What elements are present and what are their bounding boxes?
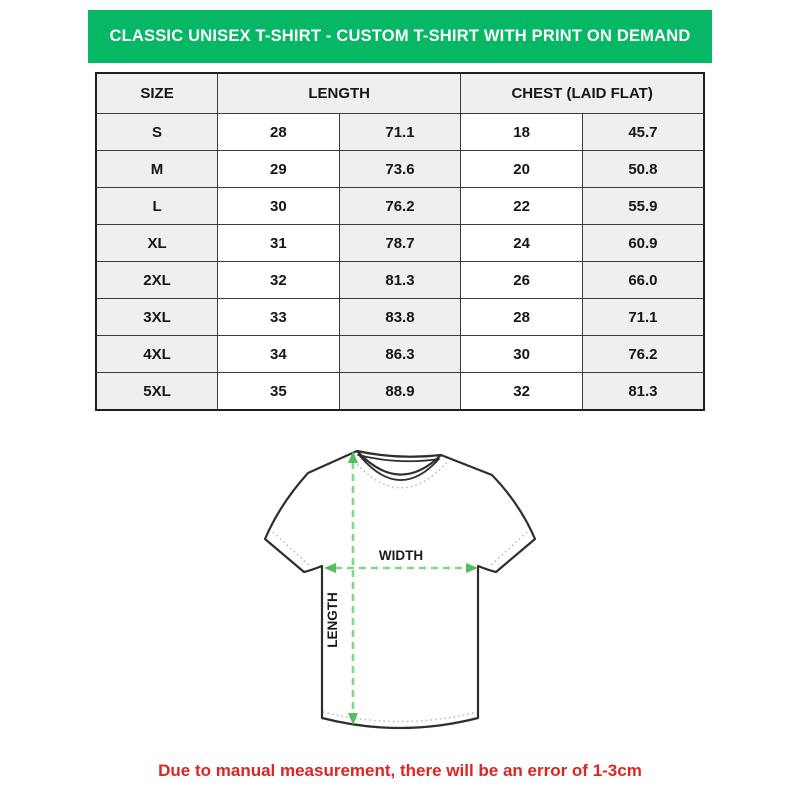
size-chart-table — [95, 72, 705, 411]
col-header-length: LENGTH — [218, 73, 461, 114]
length-cm-cell: 83.8 — [339, 299, 461, 336]
chest-cm-cell: 71.1 — [582, 299, 704, 336]
length-cm-cell: 81.3 — [339, 262, 461, 299]
length-in-cell: 32 — [218, 262, 340, 299]
table-row — [96, 188, 704, 225]
length-in-cell: 35 — [218, 373, 340, 411]
tshirt-measurement-diagram — [240, 442, 560, 752]
length-in-cell: 29 — [218, 151, 340, 188]
chest-in-cell: 32 — [461, 373, 583, 411]
chest-in-cell: 18 — [461, 114, 583, 151]
length-cm-cell: 71.1 — [339, 114, 461, 151]
table-row — [96, 299, 704, 336]
chest-cm-cell: 55.9 — [582, 188, 704, 225]
col-header-chest: CHEST (LAID FLAT) — [461, 73, 704, 114]
chest-cm-cell: 60.9 — [582, 225, 704, 262]
table-row — [96, 151, 704, 188]
table-row — [96, 114, 704, 151]
length-cm-cell: 86.3 — [339, 336, 461, 373]
measurement-disclaimer: Due to manual measurement, there will be an error of 1-3cm — [158, 761, 642, 780]
size-cell: 4XL — [96, 336, 218, 373]
size-cell: 3XL — [96, 299, 218, 336]
size-cell: L — [96, 188, 218, 225]
length-in-cell: 30 — [218, 188, 340, 225]
col-header-size: SIZE — [96, 73, 218, 114]
chest-cm-cell: 76.2 — [582, 336, 704, 373]
tshirt-diagram-svg — [240, 442, 560, 752]
table-header-row — [96, 73, 704, 114]
length-in-cell: 33 — [218, 299, 340, 336]
chest-in-cell: 24 — [461, 225, 583, 262]
length-cm-cell: 88.9 — [339, 373, 461, 411]
size-cell: XL — [96, 225, 218, 262]
length-in-cell: 28 — [218, 114, 340, 151]
length-in-cell: 34 — [218, 336, 340, 373]
width-label: WIDTH — [378, 548, 424, 563]
chest-in-cell: 22 — [461, 188, 583, 225]
table-row — [96, 336, 704, 373]
table-row — [96, 225, 704, 262]
chest-in-cell: 26 — [461, 262, 583, 299]
table-row — [96, 373, 704, 411]
size-cell: S — [96, 114, 218, 151]
size-cell: 2XL — [96, 262, 218, 299]
tshirt-outline — [265, 451, 535, 728]
size-cell: M — [96, 151, 218, 188]
size-cell: 5XL — [96, 373, 218, 411]
length-cm-cell: 76.2 — [339, 188, 461, 225]
length-cm-cell: 73.6 — [339, 151, 461, 188]
page-title: CLASSIC UNISEX T-SHIRT - CUSTOM T-SHIRT WITH PRINT ON DEMAND — [109, 27, 691, 45]
length-label: LENGTH — [325, 592, 340, 648]
length-in-cell: 31 — [218, 225, 340, 262]
chest-cm-cell: 45.7 — [582, 114, 704, 151]
table-row — [96, 262, 704, 299]
chest-in-cell: 30 — [461, 336, 583, 373]
chest-cm-cell: 81.3 — [582, 373, 704, 411]
chest-in-cell: 20 — [461, 151, 583, 188]
length-cm-cell: 78.7 — [339, 225, 461, 262]
title-banner — [88, 10, 712, 63]
chest-cm-cell: 66.0 — [582, 262, 704, 299]
chest-cm-cell: 50.8 — [582, 151, 704, 188]
chest-in-cell: 28 — [461, 299, 583, 336]
